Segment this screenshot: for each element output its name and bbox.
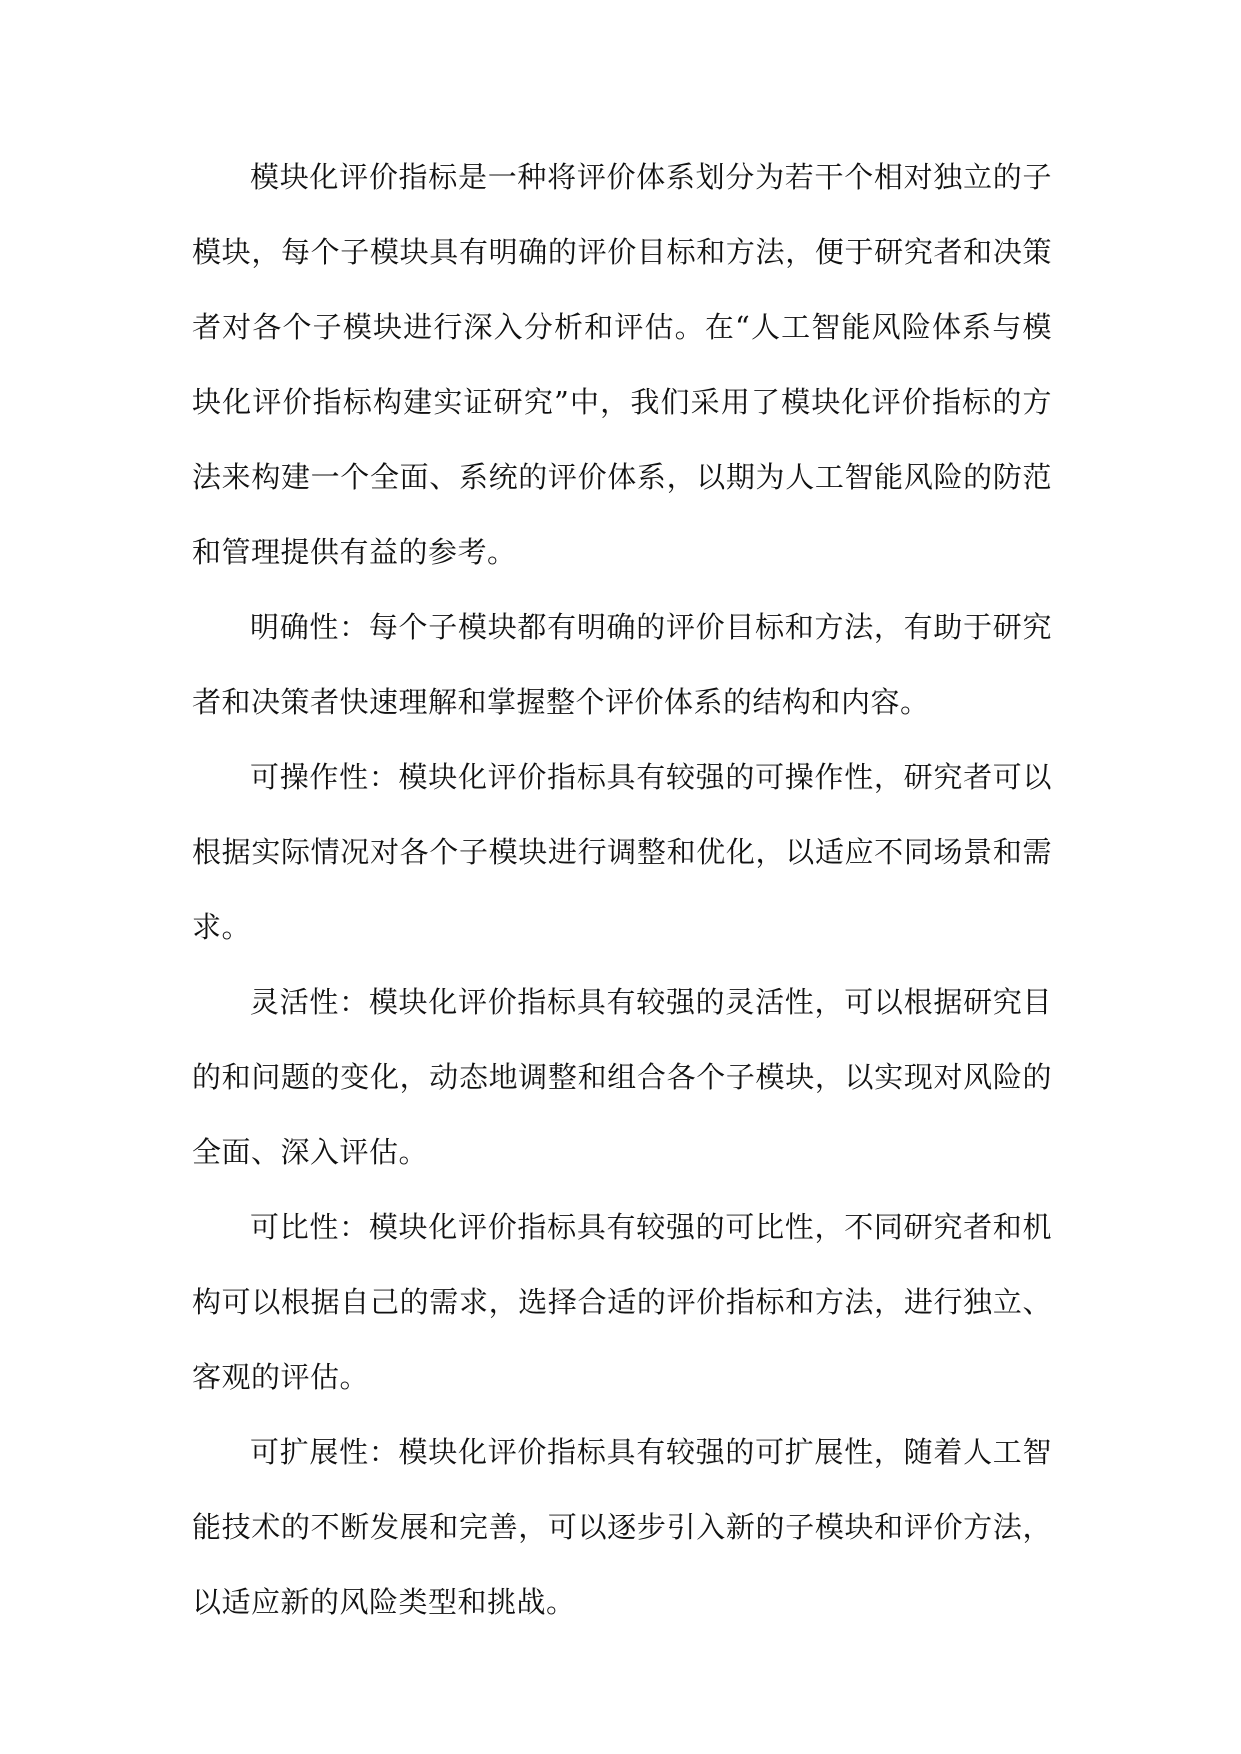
- intro-paragraph: 模块化评价指标是一种将评价体系划分为若干个相对独立的子模块，每个子模块具有明确的评价目标和方法，便于研究者和决策者对各个子模块进行深入分析和评估。在“人工智能风险体系与模块化评价指标构建实证研究”中，我们采用了模块化评价指标的方法来构建一个全面、系统的评价体系，以期为人工智能风险的防范和管理提供有益的参考。: [192, 160, 1052, 569]
- clarity-paragraph: 明确性：每个子模块都有明确的评价目标和方法，有助于研究者和决策者快速理解和掌握整个评价体系的结构和内容。: [192, 610, 1052, 719]
- comparability-paragraph: 可比性：模块化评价指标具有较强的可比性，不同研究者和机构可以根据自己的需求，选择合适的评价指标和方法，进行独立、客观的评估。: [192, 1210, 1052, 1394]
- extensibility-paragraph: 可扩展性：模块化评价指标具有较强的可扩展性，随着人工智能技术的不断发展和完善，可以逐步引入新的子模块和评价方法，以适应新的风险类型和挑战。: [192, 1435, 1052, 1619]
- document-body: [192, 140, 1052, 1640]
- flexibility-paragraph: 灵活性：模块化评价指标具有较强的灵活性，可以根据研究目的和问题的变化，动态地调整和组合各个子模块，以实现对风险的全面、深入评估。: [192, 985, 1052, 1169]
- operability-paragraph: 可操作性：模块化评价指标具有较强的可操作性，研究者可以根据实际情况对各个子模块进行调整和优化，以适应不同场景和需求。: [192, 760, 1052, 944]
